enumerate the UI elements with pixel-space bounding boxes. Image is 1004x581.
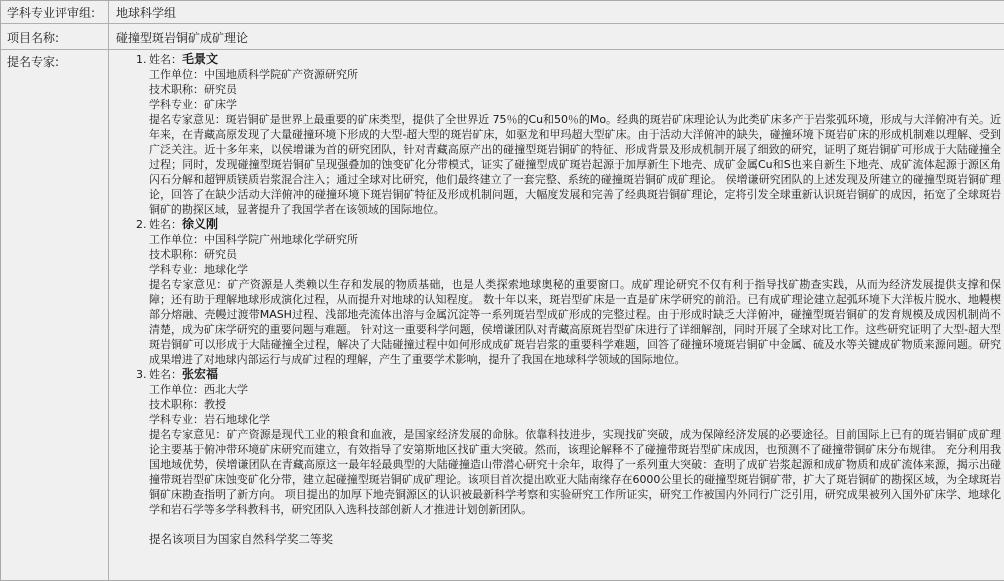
expert-title: 教授 bbox=[204, 398, 226, 411]
expert-number: 1. bbox=[136, 53, 147, 66]
expert-major-line bbox=[149, 412, 1001, 427]
label-review-group: 学科专业评审组: bbox=[1, 1, 109, 23]
expert-name: 徐义刚 bbox=[182, 217, 219, 231]
expert-title-line bbox=[149, 247, 1001, 262]
expert-unit-line bbox=[149, 232, 1001, 247]
value-project-name: 碰撞型斑岩铜矿成矿理论 bbox=[116, 31, 249, 45]
major-label: 学科专业： bbox=[149, 98, 204, 111]
expert-title: 研究员 bbox=[204, 248, 237, 261]
expert-opinion: 提名专家意见：矿产资源是人类赖以生存和发展的物质基础，也是人类探索地球奥秘的重要窗口。成矿理论研究不仅有利于指导找矿勘查实践，从而为经济发展提供支撑和保障；还有助于理解地球形成演化过程，从而提升对地球的认知程度。 数十年以来，斑岩型矿床是一直是矿床学研究的前沿。已有成矿理论建立起弧环境下大洋板片脱水、地幔楔部分熔融、壳幔过渡带MASH过程、浅部地壳流体出溶与金属沉淀等一系列斑岩型成矿形成的完整过程。由于形成时缺乏大洋俯冲，碰撞型斑岩铜矿的发育规模及成因机制尚不清楚，成为矿床学研究的重要问题与难题。 针对这一重要科学问题，侯增谦团队对青藏高原斑岩型矿床进行了详细解剖，同时开展了全球对比工作。这些研究证明了大型-超大型斑岩铜矿可以形成于大陆碰撞全过程，解决了大陆碰撞过程中如何形成成矿斑岩岩浆的重要科学难题，回答了碰撞环境斑岩铜矿中金属、硫及水等关键成矿物质来源问题。研究成果增进了对地球内部运行与成矿过程的理解，产生了重要学术影响，提升了我国在地球科学领域的国际地位。 bbox=[149, 278, 1001, 366]
expert-name: 毛景文 bbox=[182, 52, 219, 66]
expert-unit-line bbox=[149, 67, 1001, 82]
expert-title-line bbox=[149, 397, 1001, 412]
expert-list bbox=[136, 52, 1001, 547]
label-nominators: 提名专家: bbox=[1, 50, 109, 580]
expert-major: 矿床学 bbox=[204, 98, 237, 111]
name-label: 姓名： bbox=[149, 53, 182, 66]
expert-name: 张宏福 bbox=[182, 367, 219, 381]
expert-item bbox=[136, 217, 1001, 367]
expert-unit-line bbox=[149, 382, 1001, 397]
expert-name-line bbox=[149, 52, 1001, 67]
expert-title: 研究员 bbox=[204, 83, 237, 96]
name-label: 姓名： bbox=[149, 218, 182, 231]
row-project-name bbox=[1, 24, 1004, 50]
expert-item bbox=[136, 52, 1001, 217]
expert-name-line bbox=[149, 367, 1001, 382]
title-label: 技术职称： bbox=[149, 83, 204, 96]
expert-unit: 西北大学 bbox=[204, 383, 248, 396]
value-review-group: 地球科学组 bbox=[116, 6, 177, 20]
label-project-name: 项目名称: bbox=[1, 24, 109, 49]
expert-title-line bbox=[149, 82, 1001, 97]
expert-opinion: 提名专家意见：斑岩铜矿是世界上最重要的矿床类型，提供了全世界近 75％的Cu和50％的Mo。经典的斑岩矿床理论认为此类矿床多产于岩浆弧环境，形成与大洋俯冲有关。近年来，在青藏高原发现了大量碰撞环境下形成的大型-超大型的斑岩矿床，如驱龙和甲玛超大型矿床。由于活动大洋俯冲的缺失，碰撞环境下斑岩矿床的形成机制难以理解、受到广泛关注。近十多年来，以侯增谦为首的研究团队，针对青藏高原产出的碰撞型斑岩铜矿的特征、形成背景及形成机制开展了细致的研究，证明了斑岩铜矿可形成于大陆碰撞全过程；同时，发现碰撞型斑岩铜矿呈现强叠加的蚀变矿化分带模式，证实了碰撞型成矿斑岩起源于加厚新生下地壳、成矿金属Cu和S也来自新生下地壳、成矿流体起源于源区角闪石分解和超钾质镁质岩浆混合注入；通过全球对比研究，他们最终建立了一套完整、系统的碰撞斑岩铜矿成矿理论。 侯增谦研究团队的上述发现及所建立的碰撞型斑岩铜矿理论，回答了在缺少活动大洋俯冲的碰撞环境下斑岩铜矿特征及形成机制问题，大幅度发展和完善了经典斑岩铜矿理论，定将引发全球重新认识斑岩铜矿的成因，拓宽了全球斑岩铜矿的勘探区域，显著提升了我国学者在该领域的国际地位。 bbox=[149, 113, 1001, 216]
row-review-group bbox=[1, 1, 1004, 24]
unit-label: 工作单位： bbox=[149, 383, 204, 396]
unit-label: 工作单位： bbox=[149, 233, 204, 246]
expert-name-line bbox=[149, 217, 1001, 232]
expert-unit: 中国科学院广州地球化学研究所 bbox=[204, 233, 358, 246]
title-label: 技术职称： bbox=[149, 248, 204, 261]
expert-opinion: 提名专家意见：矿产资源是现代工业的粮食和血液，是国家经济发展的命脉。依靠科技进步，实现找矿突破，成为保障经济发展的必要途径。目前国际上已有的斑岩铜矿成矿理论主要基于俯冲带环境矿床研究而建立，有效指导了安第斯地区找矿重大突破。然而，该理论解释不了碰撞带斑岩型矿床成因，也预测不了碰撞带铜矿床分布规律。 充分利用我国地域优势，侯增谦团队在青藏高原这一最年轻最典型的大陆碰撞造山带潜心研究十余年，取得了一系列重大突破：查明了成矿岩浆起源和成矿物质和成矿流体来源，揭示出碰撞带斑岩型矿床蚀变矿化分带，建立起碰撞型斑岩铜矿成矿理论。该项目首次提出欧亚大陆南缘存在6000公里长的碰撞型斑岩铜矿带，扩大了斑岩铜矿的勘探区域，为全球斑岩铜矿床勘查指明了新方向。 项目提出的加厚下地壳铜源区的认识被最新科学考察和实验研究工作所证实，研究工作被国内外同行广泛引用，研究成果被列入国外矿床学、地球化学和岩石学等多学科教科书，研究团队入选科技部创新人才推进计划创新团队。 bbox=[149, 428, 1001, 516]
expert-major-line bbox=[149, 262, 1001, 277]
major-label: 学科专业： bbox=[149, 263, 204, 276]
expert-major-line bbox=[149, 97, 1001, 112]
expert-unit: 中国地质科学院矿产资源研究所 bbox=[204, 68, 358, 81]
expert-major: 岩石地球化学 bbox=[204, 413, 270, 426]
expert-number: 3. bbox=[136, 368, 147, 381]
major-label: 学科专业： bbox=[149, 413, 204, 426]
unit-label: 工作单位： bbox=[149, 68, 204, 81]
expert-major: 地球化学 bbox=[204, 263, 248, 276]
nomination-conclusion: 提名该项目为国家自然科学奖二等奖 bbox=[149, 532, 333, 546]
name-label: 姓名： bbox=[149, 368, 182, 381]
title-label: 技术职称： bbox=[149, 398, 204, 411]
expert-item bbox=[136, 367, 1001, 517]
expert-number: 2. bbox=[136, 218, 147, 231]
